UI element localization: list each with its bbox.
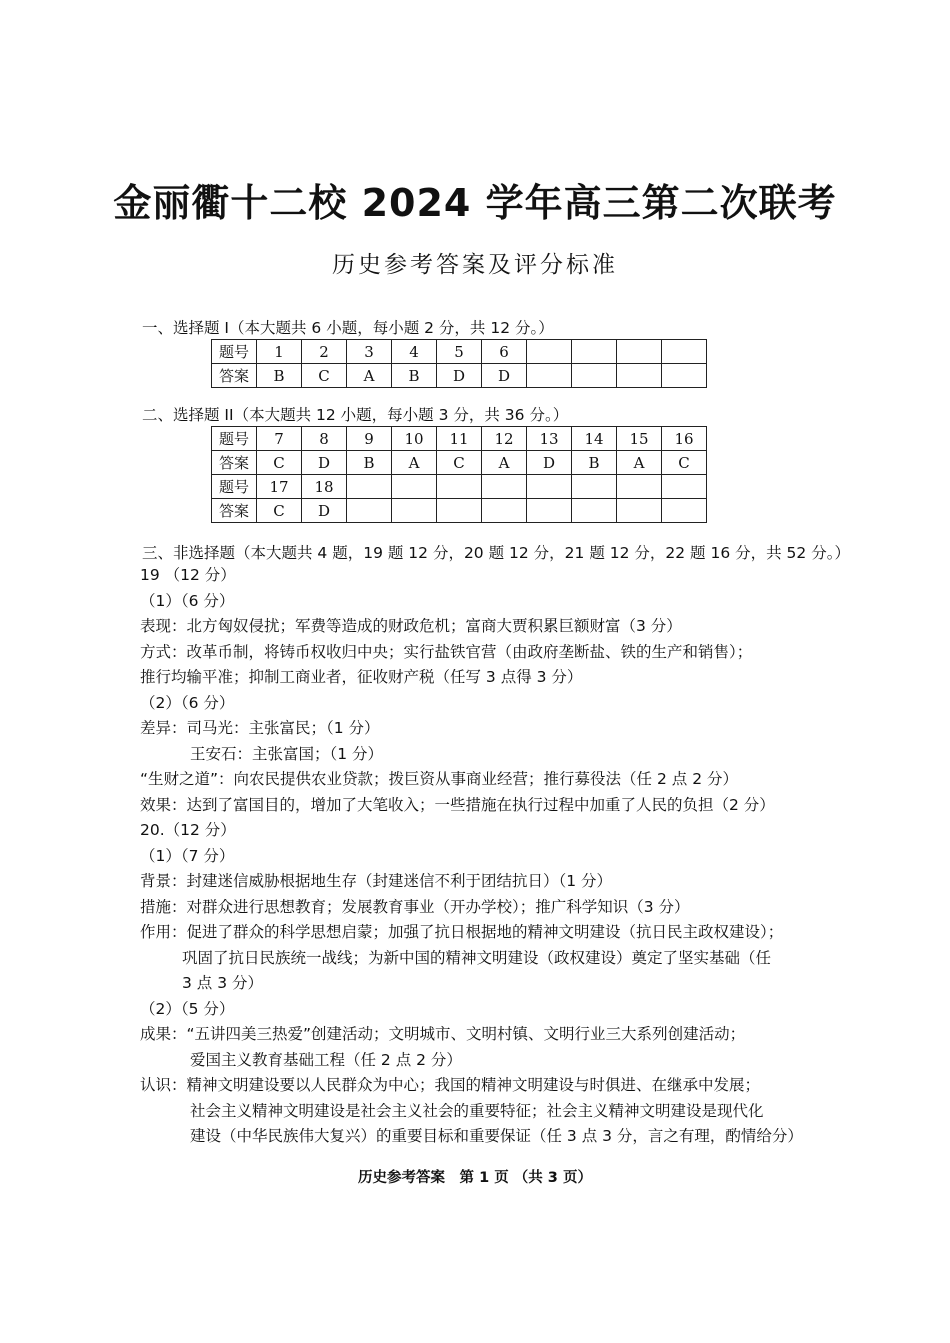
row-label: 答案 bbox=[212, 364, 257, 388]
text-line: 成果：“五讲四美三热爱”创建活动；文明城市、文明村镇、文明行业三大系列创建活动； bbox=[140, 1025, 746, 1043]
question-number: 8 bbox=[302, 427, 347, 451]
answer-cell bbox=[527, 364, 572, 388]
text-line: 推行均输平准；抑制工商业者，征收财产税（任写 3 点得 3 分） bbox=[140, 668, 583, 686]
text-line: 表现：北方匈奴侵扰；军费等造成的财政危机；富商大贾积累巨额财富（3 分） bbox=[140, 617, 682, 635]
answer-cell bbox=[572, 499, 617, 523]
row-label: 题号 bbox=[212, 475, 257, 499]
text-line: 爱国主义教育基础工程（任 2 点 2 分） bbox=[190, 1050, 462, 1069]
answer-cell bbox=[437, 499, 482, 523]
text-line: 作用：促进了群众的科学思想启蒙；加强了抗日根据地的精神文明建设（抗日民主政权建设）； bbox=[140, 923, 784, 941]
answer-cell: D bbox=[482, 364, 527, 388]
answer-cell bbox=[347, 499, 392, 523]
text-line: （1）（6 分） bbox=[140, 591, 235, 610]
question-number: 14 bbox=[572, 427, 617, 451]
question-number: 11 bbox=[437, 427, 482, 451]
table-row bbox=[212, 475, 707, 499]
text-line: 建设（中华民族伟大复兴）的重要目标和重要保证（任 3 点 3 分，言之有理，酌情给分） bbox=[190, 1127, 803, 1145]
row-label: 题号 bbox=[212, 340, 257, 364]
text-line: 3 点 3 分） bbox=[182, 974, 264, 992]
table-row bbox=[212, 499, 707, 523]
question-number bbox=[617, 340, 662, 364]
page-title: 金丽衢十二校 2024 学年高三第二次联考 bbox=[113, 181, 837, 225]
text-line: （1）（7 分） bbox=[140, 846, 235, 865]
table-row bbox=[212, 364, 707, 388]
table-row bbox=[212, 427, 707, 451]
text-line: 20.（12 分） bbox=[140, 821, 236, 839]
text-line: 措施：对群众进行思想教育；发展教育事业（开办学校）；推广科学知识（3 分） bbox=[140, 897, 690, 916]
answer-cell: C bbox=[302, 364, 347, 388]
question-number bbox=[527, 475, 572, 499]
question-number: 2 bbox=[302, 340, 347, 364]
question-number: 1 bbox=[257, 340, 302, 364]
text-line: 王安石：主张富国；（1 分） bbox=[190, 744, 384, 763]
answer-cell bbox=[527, 499, 572, 523]
question-number: 3 bbox=[347, 340, 392, 364]
table-row bbox=[212, 451, 707, 475]
answer-cell bbox=[617, 499, 662, 523]
answer-cell: A bbox=[347, 364, 392, 388]
answer-cell bbox=[662, 499, 707, 523]
text-line: 差异：司马光：主张富民；（1 分） bbox=[140, 719, 380, 737]
answer-cell: C bbox=[257, 451, 302, 475]
text-line: 社会主义精神文明建设是社会主义社会的重要特征；社会主义精神文明建设是现代化 bbox=[190, 1101, 764, 1120]
question-number bbox=[617, 475, 662, 499]
answer-cell: C bbox=[437, 451, 482, 475]
answer-cell: B bbox=[392, 364, 437, 388]
question-number: 9 bbox=[347, 427, 392, 451]
text-line: （2）（6 分） bbox=[140, 693, 235, 712]
section3-heading: 三、非选择题（本大题共 4 题，19 题 12 分，20 题 12 分，21 题 12 分，22 题 16 分，共 52 分。） bbox=[142, 544, 850, 562]
answer-cell bbox=[617, 364, 662, 388]
answer-cell bbox=[572, 364, 617, 388]
section2-heading: 二、选择题 II（本大题共 12 小题，每小题 3 分，共 36 分。） bbox=[142, 406, 569, 424]
text-line: “生财之道”：向农民提供农业贷款；拨巨资从事商业经营；推行募役法（任 2 点 2 分） bbox=[140, 770, 738, 788]
answer-cell: C bbox=[257, 499, 302, 523]
table-row bbox=[212, 340, 707, 364]
answer-cell: D bbox=[302, 499, 347, 523]
question-number: 12 bbox=[482, 427, 527, 451]
question-number: 10 bbox=[392, 427, 437, 451]
row-label: 答案 bbox=[212, 451, 257, 475]
question-number: 18 bbox=[302, 475, 347, 499]
section1-heading: 一、选择题 I（本大题共 6 小题，每小题 2 分，共 12 分。） bbox=[142, 319, 554, 337]
question-number: 5 bbox=[437, 340, 482, 364]
question-number bbox=[572, 475, 617, 499]
question-number: 17 bbox=[257, 475, 302, 499]
question-number: 4 bbox=[392, 340, 437, 364]
question-number: 7 bbox=[257, 427, 302, 451]
question-number: 15 bbox=[617, 427, 662, 451]
answer-cell: A bbox=[617, 451, 662, 475]
text-line: 认识：精神文明建设要以人民群众为中心；我国的精神文明建设与时俱进、在继承中发展； bbox=[140, 1076, 761, 1094]
text-line: 巩固了抗日民族统一战线；为新中国的精神文明建设（政权建设）奠定了坚实基础（任 bbox=[182, 948, 772, 967]
answer-cell: C bbox=[662, 451, 707, 475]
question-number bbox=[662, 340, 707, 364]
question-number: 6 bbox=[482, 340, 527, 364]
question-number bbox=[437, 475, 482, 499]
section1-answer-table bbox=[211, 339, 707, 388]
text-line: 背景：封建迷信威胁根据地生存（封建迷信不利于团结抗日）（1 分） bbox=[140, 872, 613, 890]
answer-cell: B bbox=[257, 364, 302, 388]
answer-cell: A bbox=[482, 451, 527, 475]
question-number: 13 bbox=[527, 427, 572, 451]
answer-cell: D bbox=[527, 451, 572, 475]
question-number bbox=[572, 340, 617, 364]
question-number bbox=[347, 475, 392, 499]
answer-cell bbox=[482, 499, 527, 523]
question-number bbox=[482, 475, 527, 499]
question-number bbox=[662, 475, 707, 499]
answer-cell: D bbox=[437, 364, 482, 388]
answer-cell bbox=[662, 364, 707, 388]
page-footer: 历史参考答案 第 1 页 （共 3 页） bbox=[358, 1170, 592, 1186]
text-line: 效果：达到了富国目的，增加了大笔收入；一些措施在执行过程中加重了人民的负担（2 分） bbox=[140, 795, 775, 814]
answer-cell bbox=[392, 499, 437, 523]
question-number: 16 bbox=[662, 427, 707, 451]
row-label: 答案 bbox=[212, 499, 257, 523]
answer-cell: B bbox=[572, 451, 617, 475]
question-number bbox=[527, 340, 572, 364]
answer-cell: D bbox=[302, 451, 347, 475]
answer-cell: A bbox=[392, 451, 437, 475]
section3-body bbox=[140, 563, 820, 1150]
section2-answer-table bbox=[211, 426, 707, 523]
answer-cell: B bbox=[347, 451, 392, 475]
question-number bbox=[392, 475, 437, 499]
text-line: 方式：改革币制，将铸币权收归中央；实行盐铁官营（由政府垄断盐、铁的生产和销售）； bbox=[140, 642, 753, 661]
text-line: （2）（5 分） bbox=[140, 999, 235, 1018]
row-label: 题号 bbox=[212, 427, 257, 451]
text-line: 19 （12 分） bbox=[140, 566, 236, 584]
page-subtitle: 历史参考答案及评分标准 bbox=[332, 252, 618, 278]
